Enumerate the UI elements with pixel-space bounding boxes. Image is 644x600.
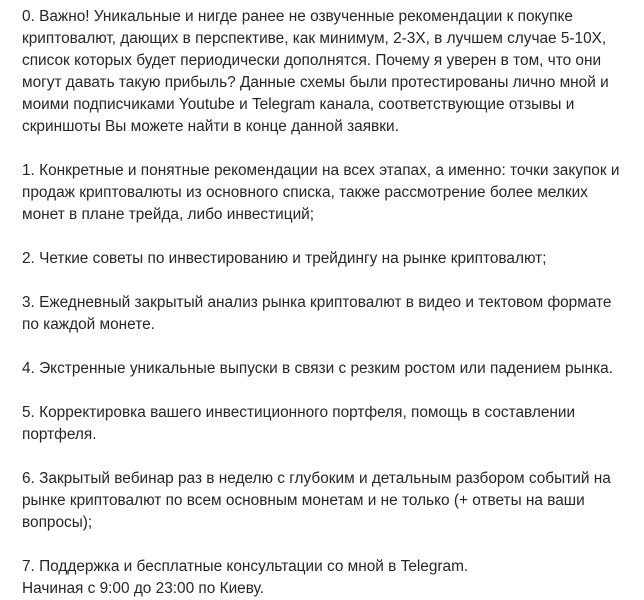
paragraph-item-6: 6. Закрытый вебинар раз в неделю с глубоким и детальным разбором событий на рынке криптовалют по всем основным монетам и не только (+ ответы на ваши вопросы); bbox=[22, 470, 611, 531]
paragraph-item-2: 2. Четкие советы по инвестированию и трейдингу на рынке криптовалют; bbox=[22, 250, 547, 267]
paragraph-item-7: 7. Поддержка и бесплатные консультации со мной в Telegram. Начиная с 9:00 до 23:00 по Киеву. bbox=[22, 558, 469, 597]
paragraph-item-3: 3. Ежедневный закрытый анализ рынка криптовалют в видео и тектовом формате по каждой монете. bbox=[22, 294, 612, 333]
paragraph-item-1: 1. Конкретные и понятные рекомендации на всех этапах, а именно: точки закупок и продаж криптовалюты из основного списка, также рассмотрение более мелких монет в плане трейда, либо инвестиций; bbox=[22, 162, 620, 223]
paragraph-item-4: 4. Экстренные уникальные выпуски в связи с резким ростом или падением рынка. bbox=[22, 360, 613, 377]
document-body bbox=[22, 6, 636, 600]
paragraph-intro: 0. Важно! Уникальные и нигде ранее не озвученные рекомендации к покупке криптовалют, дающих в перспективе, как минимум, 2-3Х, в лучшем случае 5-10Х, список которых будет периодически дополнятся. Почему я уверен в том, что они могут давать такую прибыль? Данные схемы были протестированы лично мной и моими подписчиками Youtube и Telegram канала, соответствующие отзывы и скриншоты Вы можете найти в конце данной заявки. bbox=[22, 8, 609, 135]
paragraph-item-5: 5. Корректировка вашего инвестиционного портфеля, помощь в составлении портфеля. bbox=[22, 404, 576, 443]
